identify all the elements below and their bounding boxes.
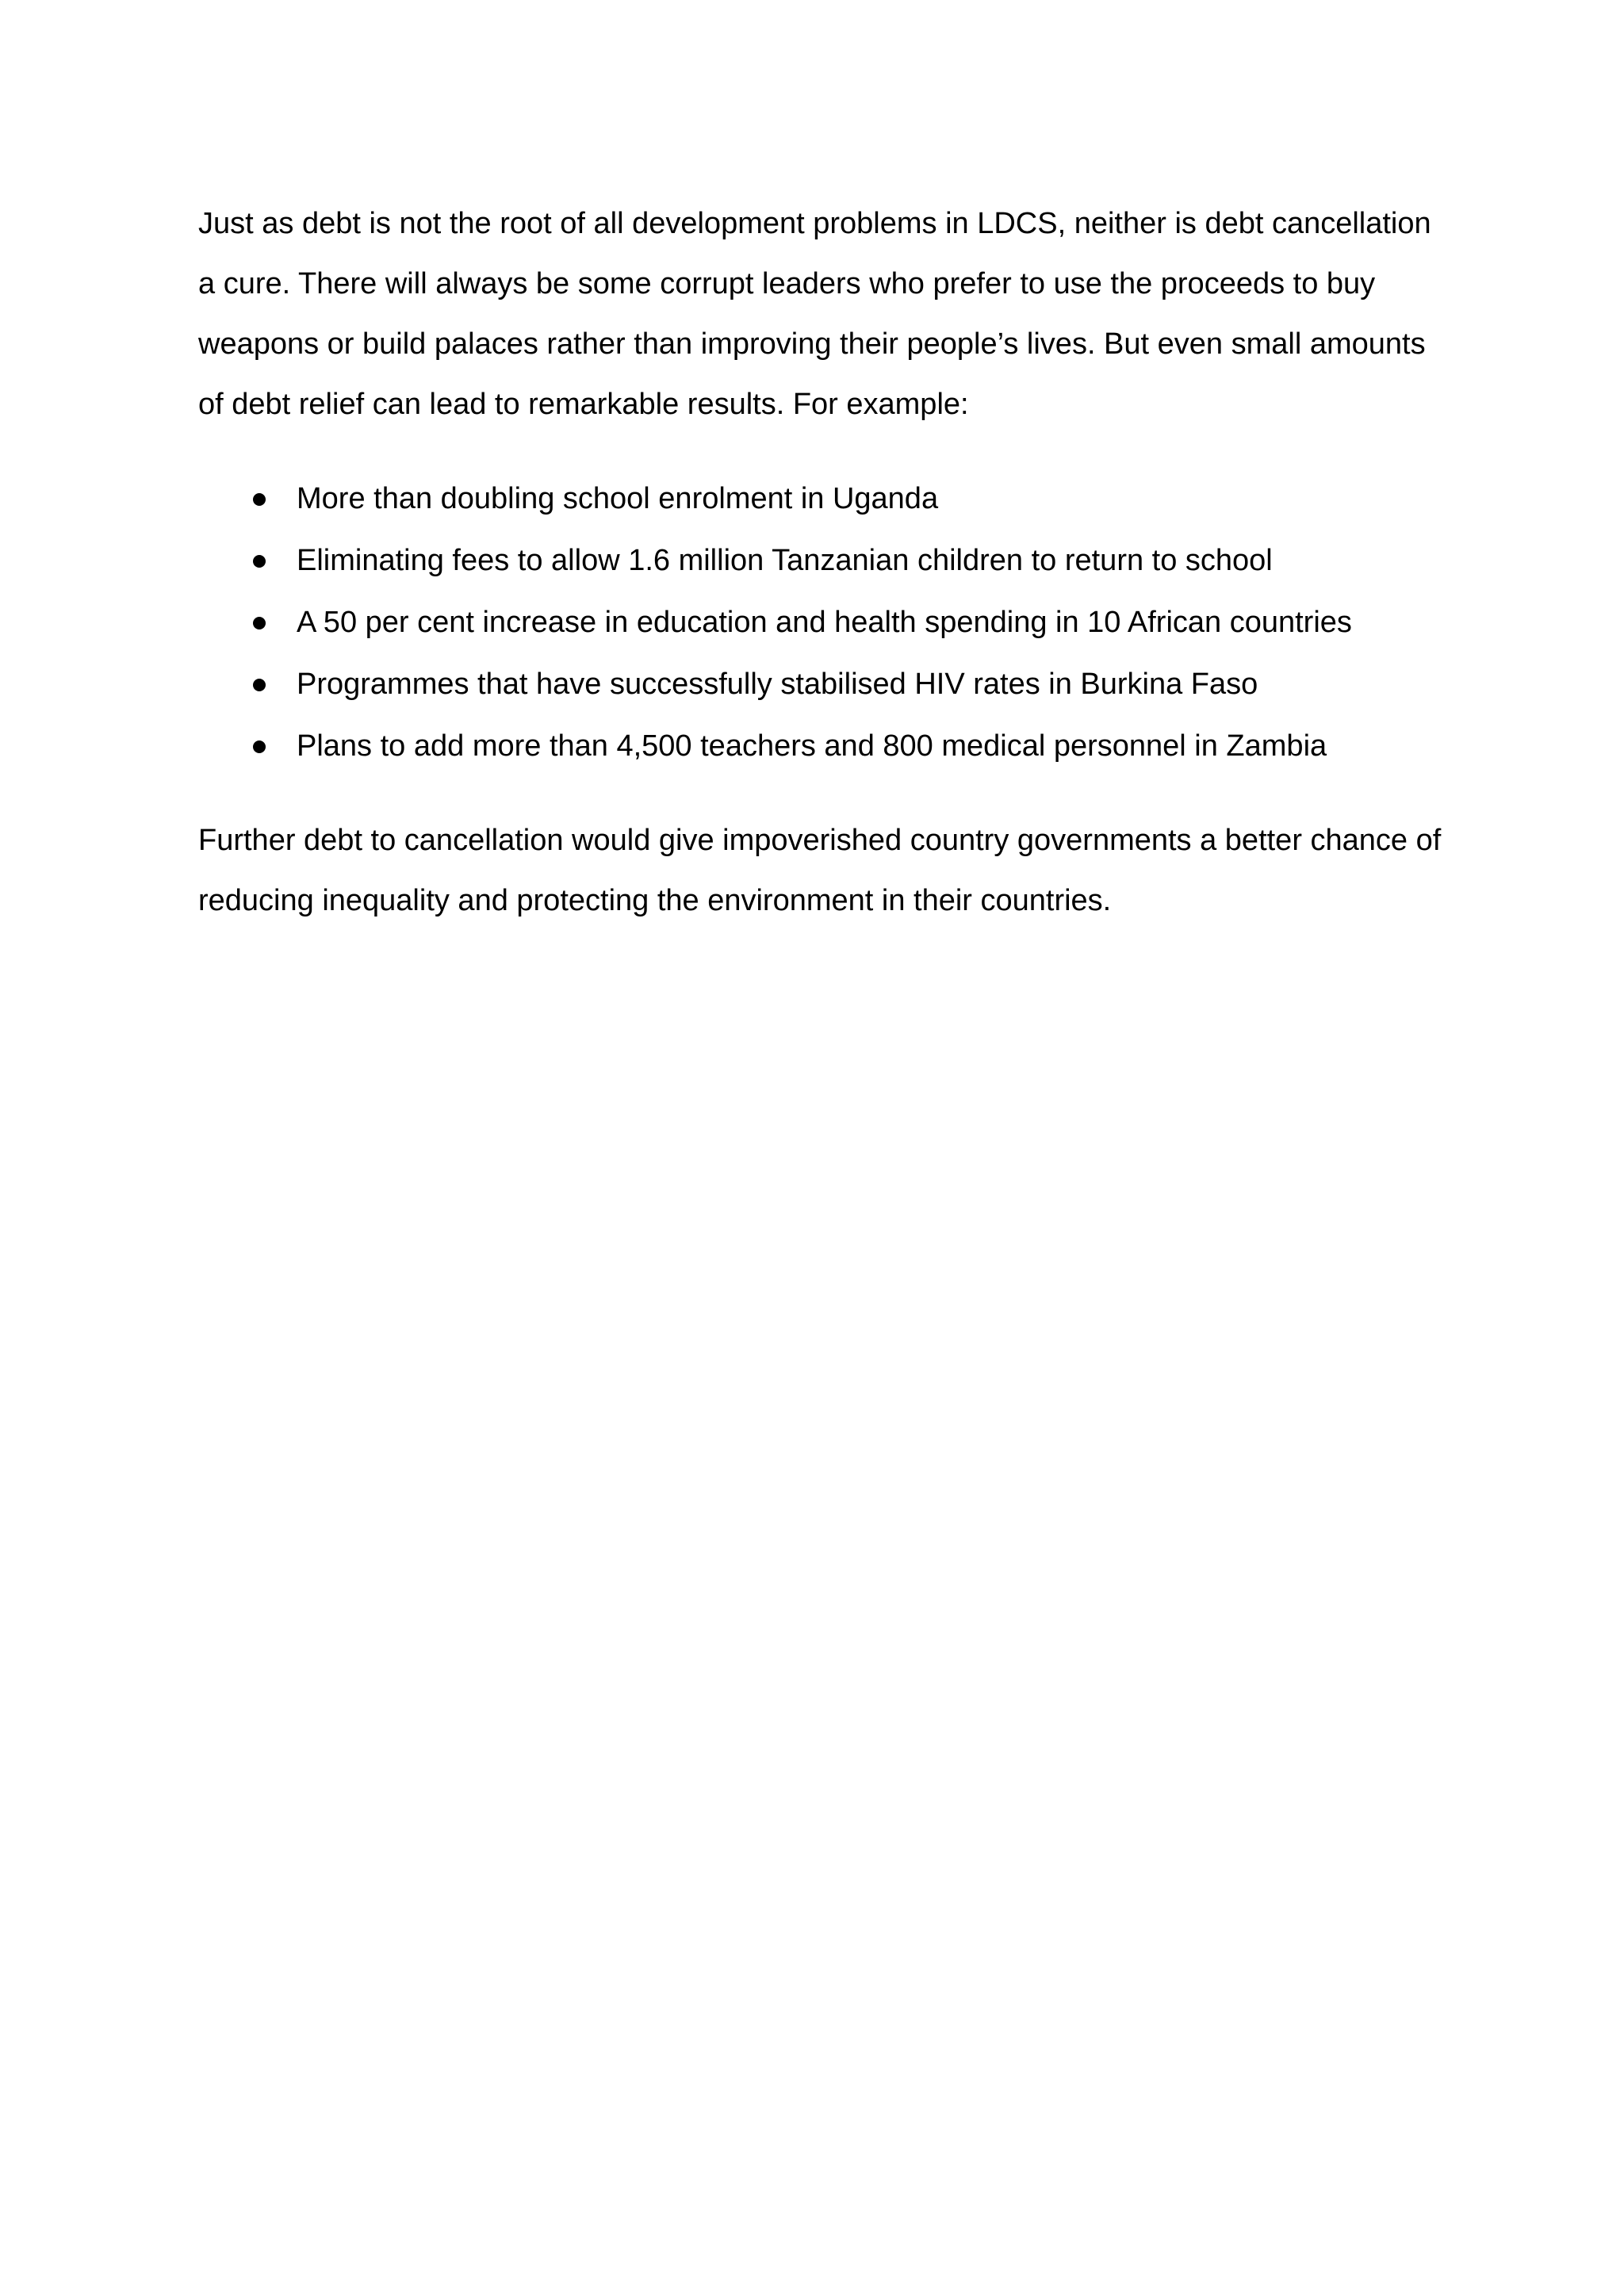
- bullet-text: Programmes that have successfully stabilised HIV rates in Burkina Faso: [297, 668, 1258, 701]
- bullet-text: More than doubling school enrolment in Uganda: [297, 482, 939, 515]
- intro-paragraph: Just as debt is not the root of all development problems in LDCS, neither is debt cancellation a cure. There will always be some corrupt leaders who prefer to use the proceeds to buy weapons or build palaces rather than improving their people’s lives. But even small amounts of debt relief can lead to remarkable results. For example:: [198, 207, 1431, 421]
- bullet-icon: [253, 679, 266, 691]
- bullet-text: A 50 per cent increase in education and health spending in 10 African countries: [297, 606, 1352, 639]
- bullet-icon: [253, 740, 266, 753]
- document-body: [198, 193, 1443, 931]
- bullet-text: Eliminating fees to allow 1.6 million Tanzanian children to return to school: [297, 544, 1273, 577]
- bullet-icon: [253, 617, 266, 629]
- bullet-item: [198, 591, 1443, 653]
- bullet-item: [198, 653, 1443, 715]
- bullet-item: [198, 715, 1443, 777]
- bullet-item: [198, 468, 1443, 530]
- bullet-text: Plans to add more than 4,500 teachers and 800 medical personnel in Zambia: [297, 729, 1327, 763]
- closing-paragraph: Further debt to cancellation would give impoverished country governments a better chance of reducing inequality and protecting the environment in their countries.: [198, 824, 1442, 917]
- bullet-icon: [253, 555, 266, 568]
- bullet-icon: [253, 493, 266, 506]
- bullet-item: [198, 530, 1443, 591]
- bullet-list: [198, 468, 1443, 777]
